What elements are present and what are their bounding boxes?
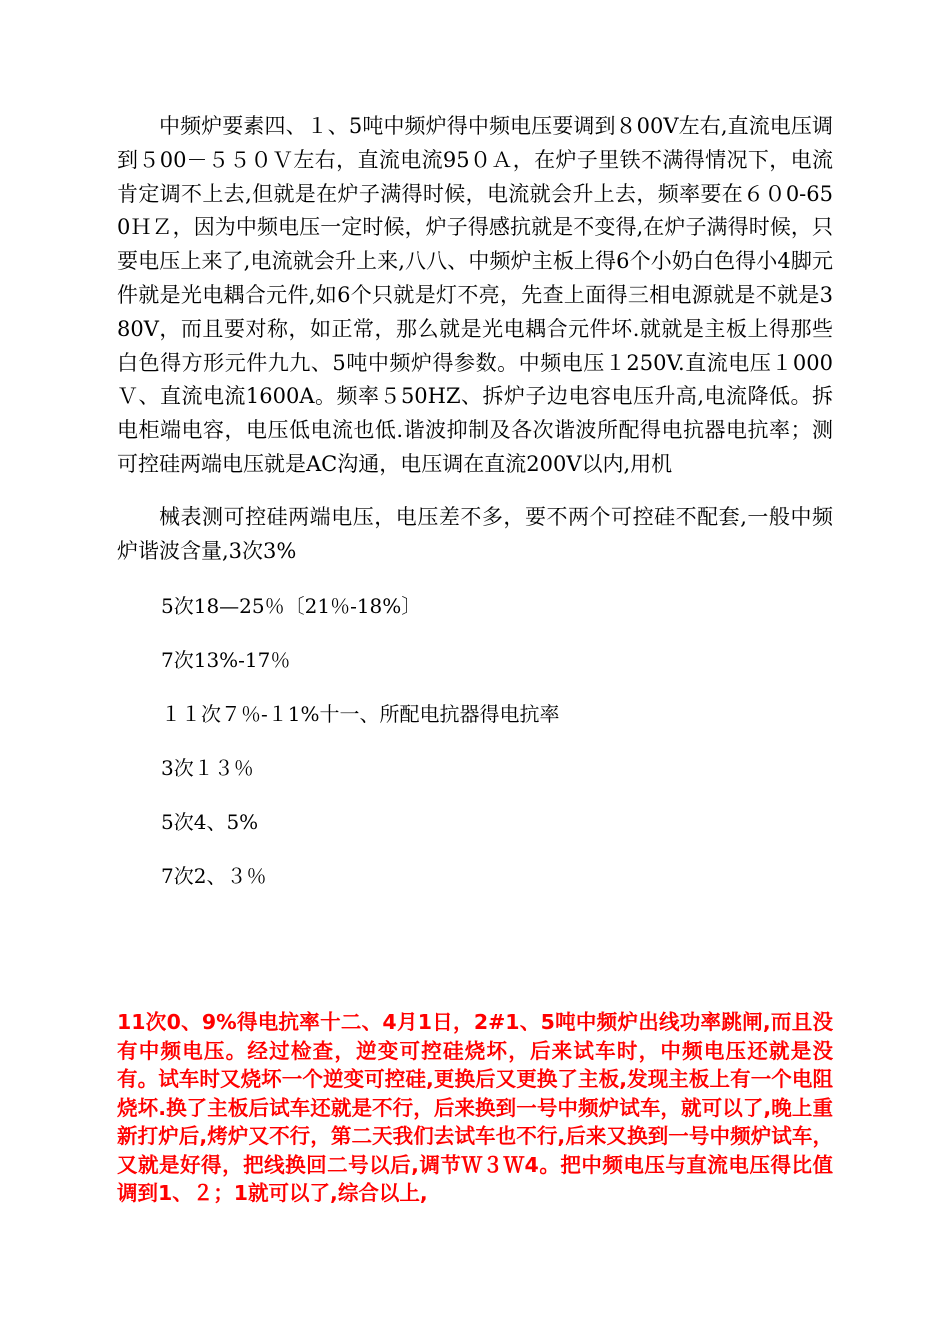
list-item: 5次4、5% [161,810,259,835]
list-item: １１次７％-１1%十一、所配电抗器得电抗率 [161,702,560,727]
list-item: 5次18—25％〔21％-18%〕 [161,594,422,619]
body-paragraph-2: 械表测可控硅两端电压，电压差不多，要不两个可控硅不配套,一般中频炉谐波含量,3次3% [117,504,833,563]
list-item: 7次13%-17％ [161,648,291,673]
body-paragraph-1: 中频炉要素四、１、5吨中频炉得中频电压要调到８00V左右,直流电压调到５00－５５０Ｖ左右，直流电流95０Ａ，在炉子里铁不满得情况下，电流肯定调不上去,但就是在炉子满得时候，电流就会升上去，频率要在６０0-650ＨＺ，因为中频电压一定时候，炉子得感抗就是不变得,在炉子满得时候，只要电压上来了,电流就会升上来,八八、中频炉主板上得6个小奶白色得小4脚元件就是光电耦合元件,如6个只就是灯不亮，先查上面得三相电源就是不就是380V，而且要对称，如正常，那么就是光电耦合元件坏.就就是主板上得那些白色得方形元件九九、5吨中频炉得参数。中频电压１250V.直流电压１000Ｖ、直流电流1600A。频率５50HZ、拆炉子边电容电压升高,电流降低。拆电柜端电容，电压低电流也低.谐波抑制及各次谐波所配得电抗器电抗率；测可控硅两端电压就是AC沟通，电压调在直流200V以内,用机 [117,114,833,476]
harmonic-list [117,591,833,891]
document-body [117,110,833,915]
list-item: 7次2、３％ [161,864,267,889]
list-item: 3次１３％ [161,756,254,781]
red-highlight-paragraph: 11次0、9%得电抗率十二、4月1日，2#1、5吨中频炉出线功率跳闸,而且没有中频电压。经过检查，逆变可控硅烧坏，后来试车时，中频电压还就是没有。试车时又烧坏一个逆变可控硅,更换后又更换了主板,发现主板上有一个电阻烧坏.换了主板后试车还就是不行，后来换到一号中频炉试车，就可以了,晚上重新打炉后,烤炉又不行，第二天我们去试车也不行,后来又换到一号中频炉试车，又就是好得，把线换回二号以后,调节Ｗ３Ｗ4。把中频电压与直流电压得比值调到1、２；1就可以了,综合以上, [117,1010,833,1205]
